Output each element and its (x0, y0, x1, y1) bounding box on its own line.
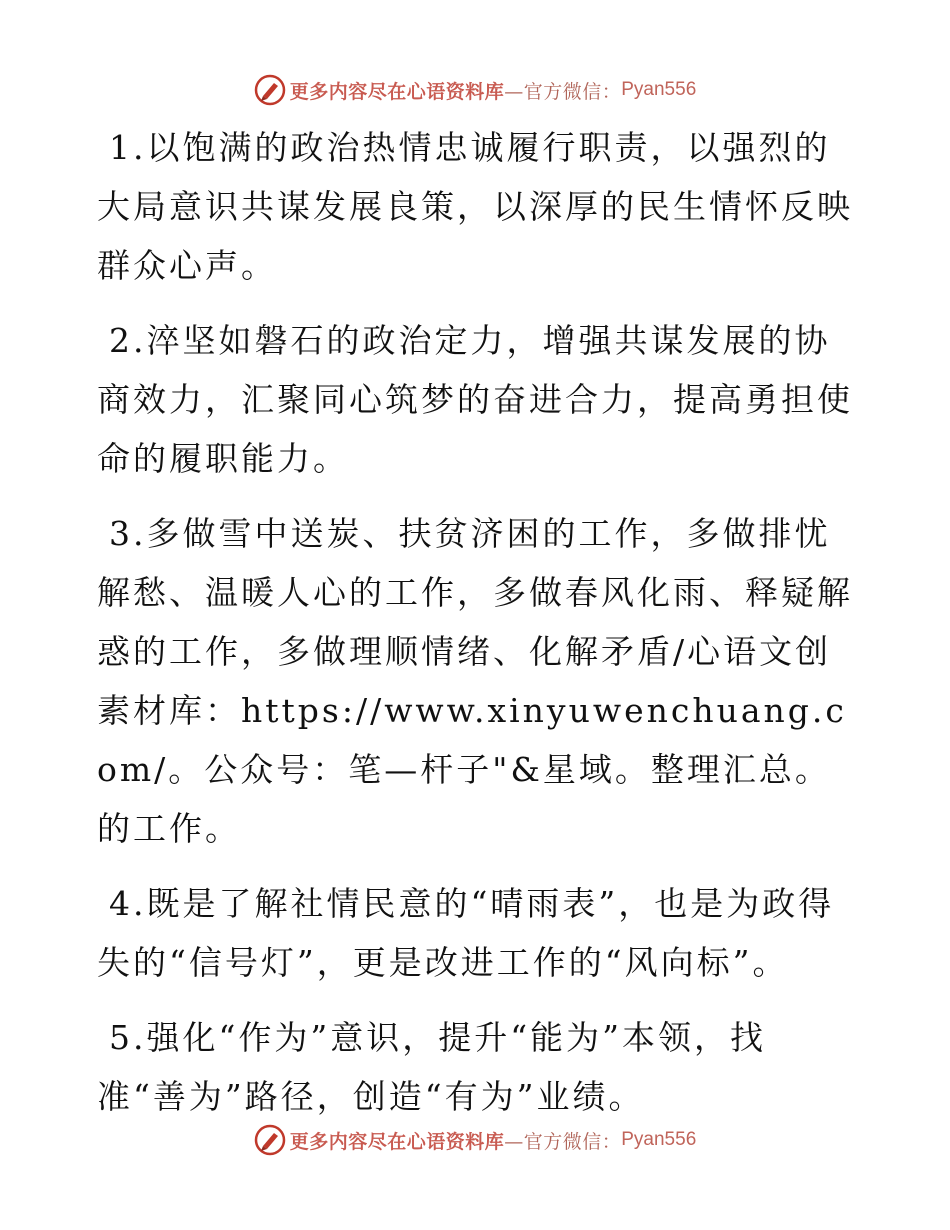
banner-main-text: 更多内容尽在心语资料库 (289, 80, 505, 103)
paragraph-4: 4.既是了解社情民意的“晴雨表”，也是为政得失的“信号灯”，更是改进工作的“风向标”。 (97, 884, 835, 982)
banner-wechat-id: Pyan556 (621, 79, 697, 100)
paragraph-3: 3.多做雪中送炭、扶贫济困的工作，多做排忧解愁、温暖人心的工作，多做春风化雨、释疑解惑的工作，多做理顺情绪、化解矛盾/心语文创素材库：https://www.xinyuwenchuang.com/。公众号：笔—杆子"&星域。整理汇总。的工作。 (97, 514, 853, 848)
banner-sub-text: —官方微信： (504, 1130, 622, 1153)
pen-logo-icon (254, 1124, 286, 1156)
pen-logo-icon (254, 74, 286, 106)
banner-wechat-id: Pyan556 (621, 1129, 697, 1150)
header-banner (0, 70, 950, 110)
paragraph-5: 5.强化“作为”意识，提升“能为”本领，找准“善为”路径，创造“有为”业绩。 (97, 1018, 766, 1116)
banner-sub-text: —官方微信： (504, 80, 622, 103)
footer-banner (0, 1120, 950, 1160)
document-body (97, 118, 857, 1142)
banner-main-text: 更多内容尽在心语资料库 (289, 1130, 505, 1153)
paragraph-2: 2.淬坚如磐石的政治定力，增强共谋发展的协商效力，汇聚同心筑梦的奋进合力，提高勇担使命的履职能力。 (97, 321, 853, 478)
paragraph-1: 1.以饱满的政治热情忠诚履行职责，以强烈的大局意识共谋发展良策，以深厚的民生情怀反映群众心声。 (97, 128, 853, 285)
